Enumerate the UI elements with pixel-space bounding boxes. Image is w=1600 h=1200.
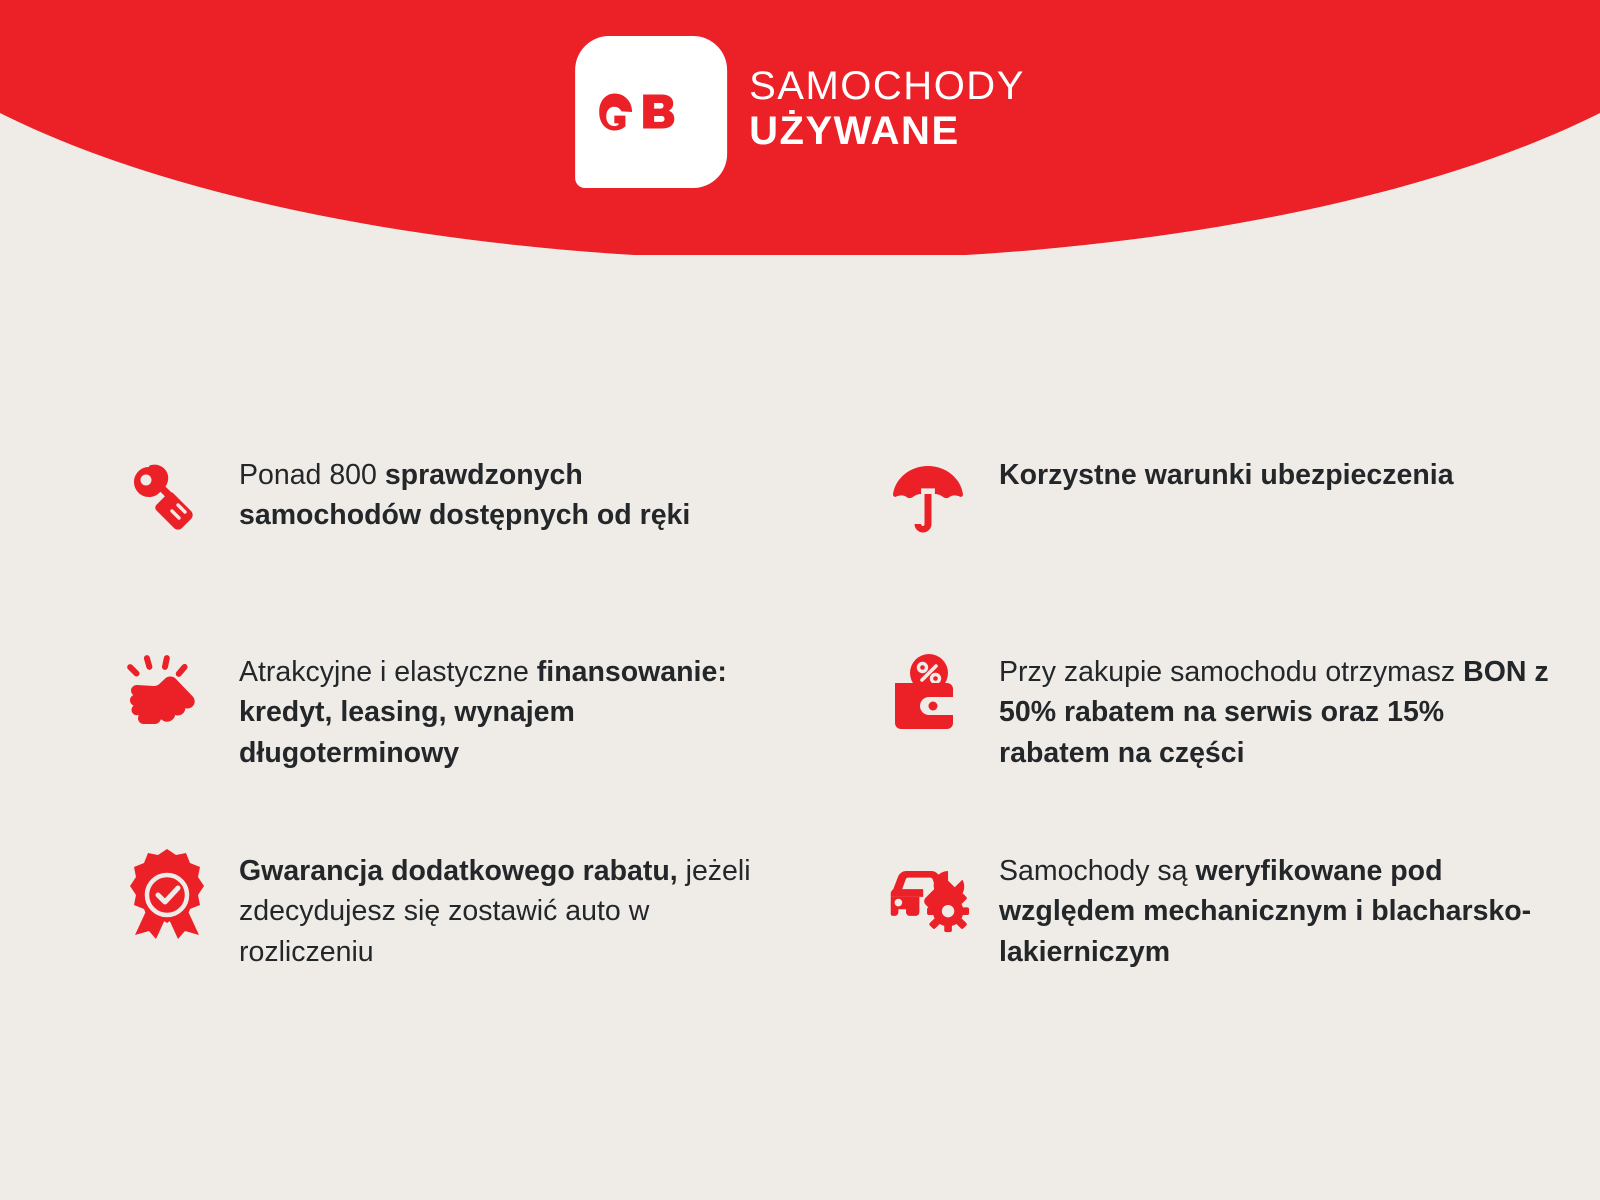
feature-item [125,455,865,630]
feature-text: Atrakcyjne i elastyczne finansowanie: kredyt, leasing, wynajem długoterminowy [239,656,727,769]
feature-text: Gwarancja dodatkowego rabatu, jeżeli zdecydujesz się zostawić auto w rozliczeniu [239,855,751,968]
rosette-check-icon [125,847,211,939]
feature-item [125,847,865,1022]
feature-item [885,648,1600,823]
brand-line2: UŻYWANE [749,109,960,153]
feature-item [125,648,865,823]
umbrella-icon [885,455,971,547]
wallet-discount-icon [885,648,971,740]
car-wrench-gear-icon [885,847,971,939]
gb-logo-icon [575,36,727,188]
car-keys-icon [125,455,211,547]
brand-text [749,66,1025,158]
feature-text: Ponad 800 sprawdzonych samochodów dostępnych od ręki [239,459,691,532]
feature-item [885,847,1600,1022]
brand-logo [575,36,1025,188]
brand-line1: SAMOCHODY [749,64,1025,109]
feature-item [885,455,1600,630]
features-grid [0,455,1600,1022]
feature-text: Korzystne warunki ubezpieczenia [999,459,1454,491]
feature-text: Samochody są weryfikowane pod względem mechanicznym i blacharsko-lakierniczym [999,855,1532,968]
feature-text: Przy zakupie samochodu otrzymasz BON z 50% rabatem na serwis oraz 15% rabatem na części [999,656,1549,769]
handshake-icon [125,648,211,740]
header-banner [0,0,1600,255]
